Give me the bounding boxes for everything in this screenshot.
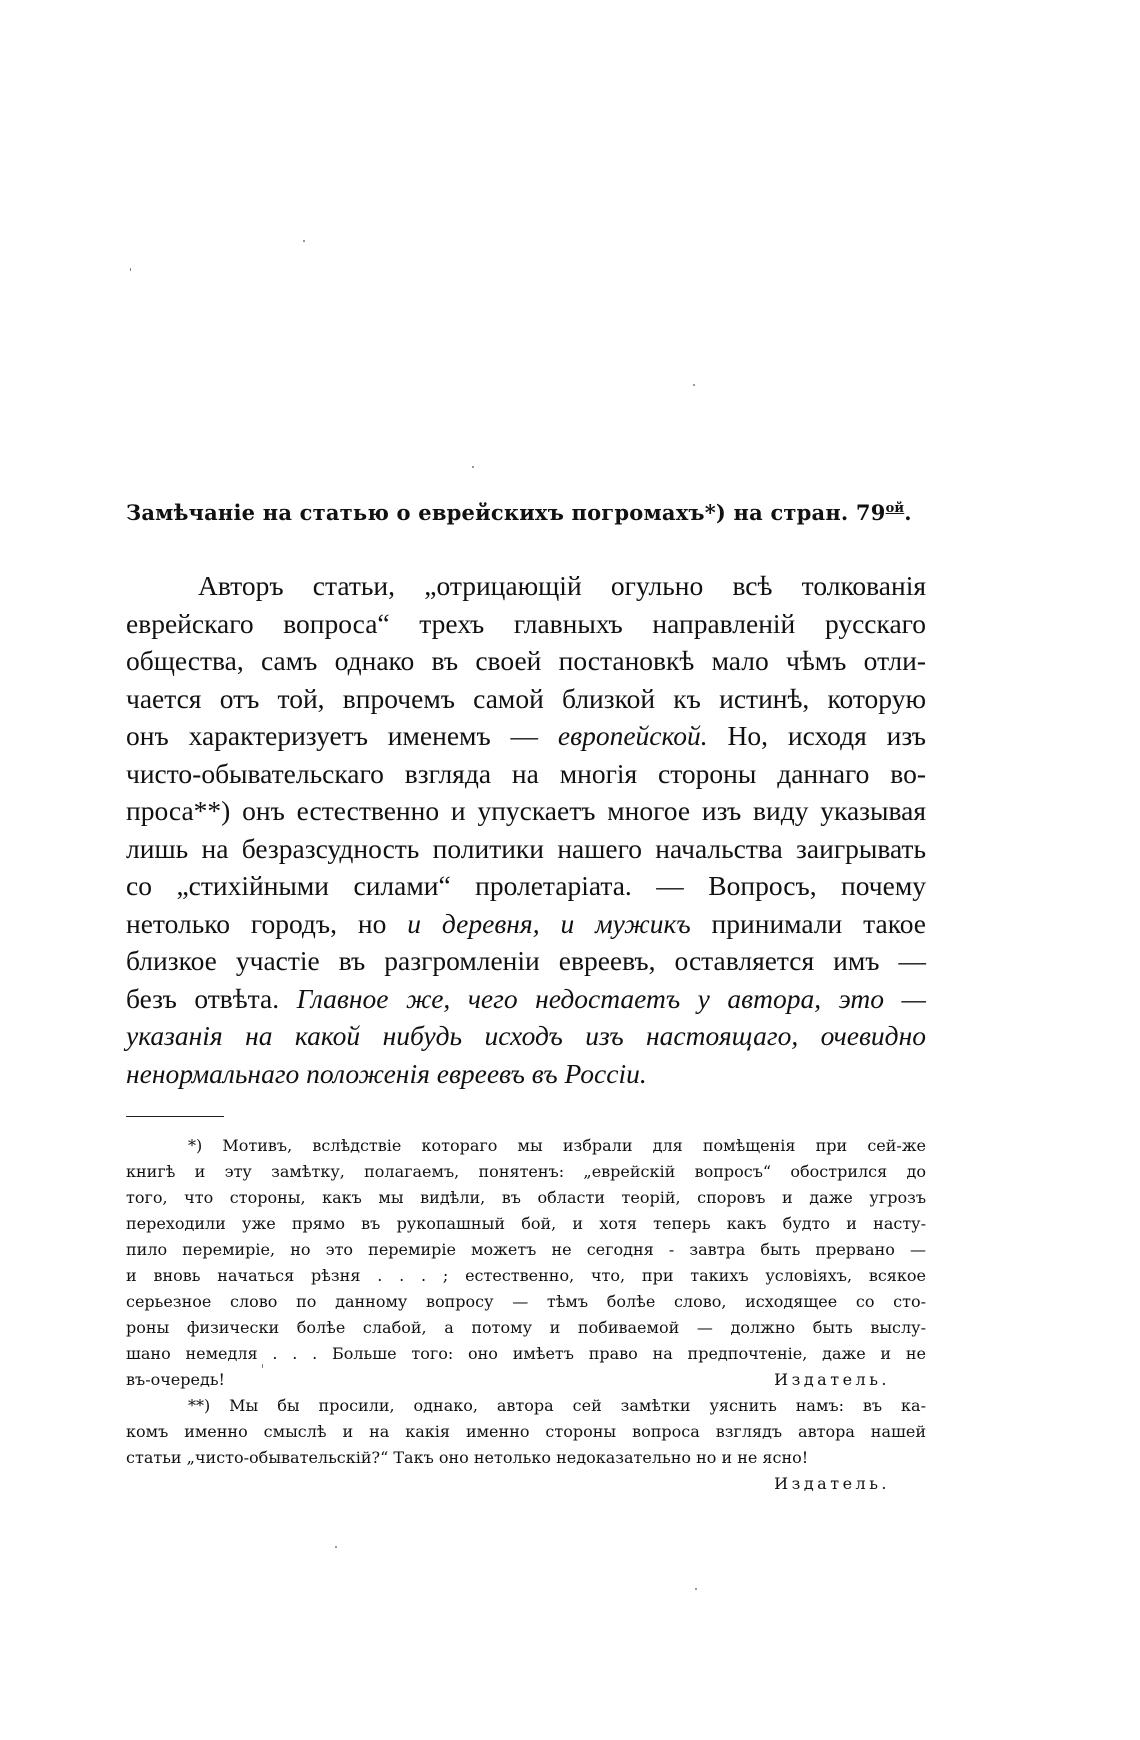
heading-period: . (904, 500, 912, 525)
scan-speck (472, 466, 474, 468)
page-content (126, 500, 926, 1497)
scan-speck (693, 384, 695, 386)
footnote-line: комъ именно смыслѣ и на какія именно стороны вопроса взглядъ автора нашей (126, 1422, 926, 1441)
paragraph-italic: европейской. (557, 720, 708, 751)
publisher-signature: Издатель. (774, 1474, 890, 1493)
paragraph-text: нетолько городъ, но (126, 907, 408, 939)
footnote-line: книгѣ и эту замѣтку, полагаемъ, понятенъ: „еврейскій вопросъ“ обострился до (126, 1162, 926, 1181)
footnote-line: переходили уже прямо въ рукопашный бой, и хотя теперь какъ будто и насту- (126, 1214, 926, 1233)
paragraph-line (126, 717, 926, 755)
paragraph-italic: и деревня, и мужикъ (407, 907, 691, 939)
page-heading (126, 500, 926, 525)
footnote-line: пило перемиріе, но это перемиріе можетъ не сегодня - завтра быть прервано — (126, 1240, 926, 1259)
scan-speck (695, 1588, 697, 1590)
paragraph-line: близкое участіе въ разгромленіи евреевъ, оставляется имъ — (126, 945, 926, 976)
footnote-line: и вновь начаться рѣзня . . . ; естественно, что, при такихъ условіяхъ, всякое (126, 1266, 926, 1285)
scan-speck (303, 240, 305, 242)
body-paragraph (126, 567, 926, 1092)
paragraph-line (126, 1017, 926, 1055)
footnote-line: въ-очередь! (126, 1370, 225, 1389)
paragraph-line: еврейскаго вопроса“ трехъ главныхъ направленій русскаго (126, 607, 926, 639)
paragraph-line (126, 980, 926, 1018)
paragraph-line: чисто-обывательскаго взгляда на многія стороны даннаго во- (126, 757, 926, 789)
footnote-line: роны физически болѣе слабой, а потому и побиваемой — должно быть выслу- (126, 1318, 926, 1337)
paragraph-italic: ненормальнаго положенія евреевъ въ Россіи. (126, 1057, 647, 1089)
paragraph-line: общества, самъ однако въ своей постановкѣ мало чѣмъ отли- (126, 645, 926, 676)
scan-speck (335, 1546, 337, 1548)
publisher-signature: Издатель. (774, 1370, 890, 1389)
scan-speck (130, 268, 131, 271)
paragraph-line: чается отъ той, впрочемъ самой близкой къ истинѣ, которую (126, 682, 926, 714)
paragraph-line: Авторъ статьи, „отрицающій огульно всѣ толкованія (198, 570, 926, 601)
footnote-line: статьи „чисто-обывательскій?“ Такъ оно нетолько недоказательно но и не ясно! (126, 1448, 809, 1467)
paragraph-line (126, 1055, 926, 1093)
heading-ordinal-suffix: ой (885, 501, 905, 516)
paragraph-italic: указанія на какой нибудь исходъ изъ настоящаго, очевидно (126, 1020, 926, 1051)
footnote-line: *) Мотивъ, вслѣдствіе котораго мы избрали для помѣщенія при сей-же (188, 1136, 926, 1155)
paragraph-line (126, 905, 926, 943)
footnote-line: **) Мы бы просили, однако, автора сей замѣтки уяснить намъ: въ ка- (188, 1396, 926, 1415)
paragraph-text: онъ характеризуетъ именемъ — (126, 720, 558, 751)
paragraph-line: проса**) онъ естественно и упускаетъ многое изъ виду указывая (126, 795, 926, 826)
footnote-line: шано немедля . . . Больше того: оно имѣетъ право на предпочтеніе, даже и не (126, 1344, 926, 1363)
paragraph-line: со „стихійными силами“ пролетаріата. — Вопросъ, почему (126, 870, 926, 901)
footnote-signature-row (126, 1367, 926, 1393)
footnote-line: того, что стороны, какъ мы видѣли, въ области теорій, споровъ и даже угрозъ (126, 1188, 926, 1207)
paragraph-text: Но, исходя изъ (707, 720, 926, 751)
footnote-divider (126, 1116, 224, 1117)
paragraph-text: принимали такое (690, 907, 926, 939)
footnote-line: серьезное слово по данному вопросу — тѣмъ болѣе слово, исходящее со сто- (126, 1292, 926, 1311)
paragraph-line: лишь на безразсудность политики нашего начальства заигрывать (126, 832, 926, 864)
paragraph-italic: Главное же, чего недостаетъ у автора, это — (296, 982, 926, 1014)
heading-text: Замѣчаніе на статью о еврейскихъ погромахъ*) на стран. 79 (126, 500, 886, 525)
footnotes (126, 1133, 926, 1497)
paragraph-text: безъ отвѣта. (126, 982, 297, 1014)
